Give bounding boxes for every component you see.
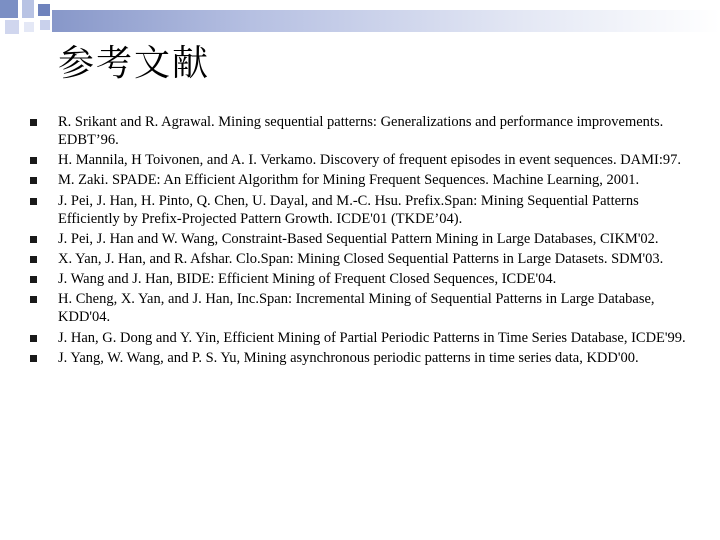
square-bullet-icon — [30, 296, 37, 303]
square-bullet-icon — [30, 335, 37, 342]
square-bullet-icon — [30, 355, 37, 362]
decorative-square — [40, 20, 50, 30]
reference-text: J. Han, G. Dong and Y. Yin, Efficient Mining of Partial Periodic Patterns in Time Series Database, ICDE'99. — [58, 329, 686, 346]
reference-text: X. Yan, J. Han, and R. Afshar. Clo.Span: Mining Closed Sequential Patterns in Large Datasets. SDM'03. — [58, 250, 664, 267]
slide-title: 参考文献 — [58, 43, 211, 84]
square-bullet-icon — [30, 276, 37, 283]
reference-text: J. Pei, J. Han, H. Pinto, Q. Chen, U. Dayal, and M.-C. Hsu. Prefix.Span: Mining Sequential Patterns Efficiently by Prefix-Projected Pattern Growth. ICDE'01 (TKDE’04). — [58, 192, 639, 227]
title-gradient-band — [52, 10, 720, 32]
reference-item — [0, 270, 720, 288]
square-bullet-icon — [30, 157, 37, 164]
reference-item — [0, 250, 720, 268]
reference-item — [0, 290, 720, 326]
decorative-square — [0, 0, 18, 18]
square-bullet-icon — [30, 256, 37, 263]
reference-text: J. Wang and J. Han, BIDE: Efficient Mining of Frequent Closed Sequences, ICDE'04. — [58, 271, 557, 288]
square-bullet-icon — [30, 177, 37, 184]
decorative-square — [5, 20, 19, 34]
reference-item — [0, 329, 720, 347]
reference-item — [0, 192, 720, 228]
reference-item — [0, 349, 720, 367]
reference-text: M. Zaki. SPADE: An Efficient Algorithm for Mining Frequent Sequences. Machine Learning, 2001. — [58, 172, 640, 189]
reference-item — [0, 113, 720, 149]
reference-list — [0, 113, 720, 369]
reference-text: H. Cheng, X. Yan, and J. Han, Inc.Span: Incremental Mining of Sequential Patterns in Large Database, KDD'04. — [58, 291, 655, 326]
decorative-square — [22, 0, 34, 18]
reference-item — [0, 171, 720, 189]
reference-text: J. Pei, J. Han and W. Wang, Constraint-Based Sequential Pattern Mining in Large Databases, CIKM'02. — [58, 230, 659, 247]
square-bullet-icon — [30, 119, 37, 126]
reference-item — [0, 151, 720, 169]
reference-text: R. Srikant and R. Agrawal. Mining sequential patterns: Generalizations and performance improvements. EDBT’96. — [58, 114, 664, 148]
decorative-square — [24, 22, 34, 32]
square-bullet-icon — [30, 198, 37, 205]
reference-text: H. Mannila, H Toivonen, and A. I. Verkamo. Discovery of frequent episodes in event sequences. DAMI:97. — [58, 152, 682, 169]
square-bullet-icon — [30, 236, 37, 243]
decorative-square — [38, 4, 50, 16]
reference-item — [0, 230, 720, 248]
reference-text: J. Yang, W. Wang, and P. S. Yu, Mining asynchronous periodic patterns in time series data, KDD'00. — [58, 349, 639, 366]
